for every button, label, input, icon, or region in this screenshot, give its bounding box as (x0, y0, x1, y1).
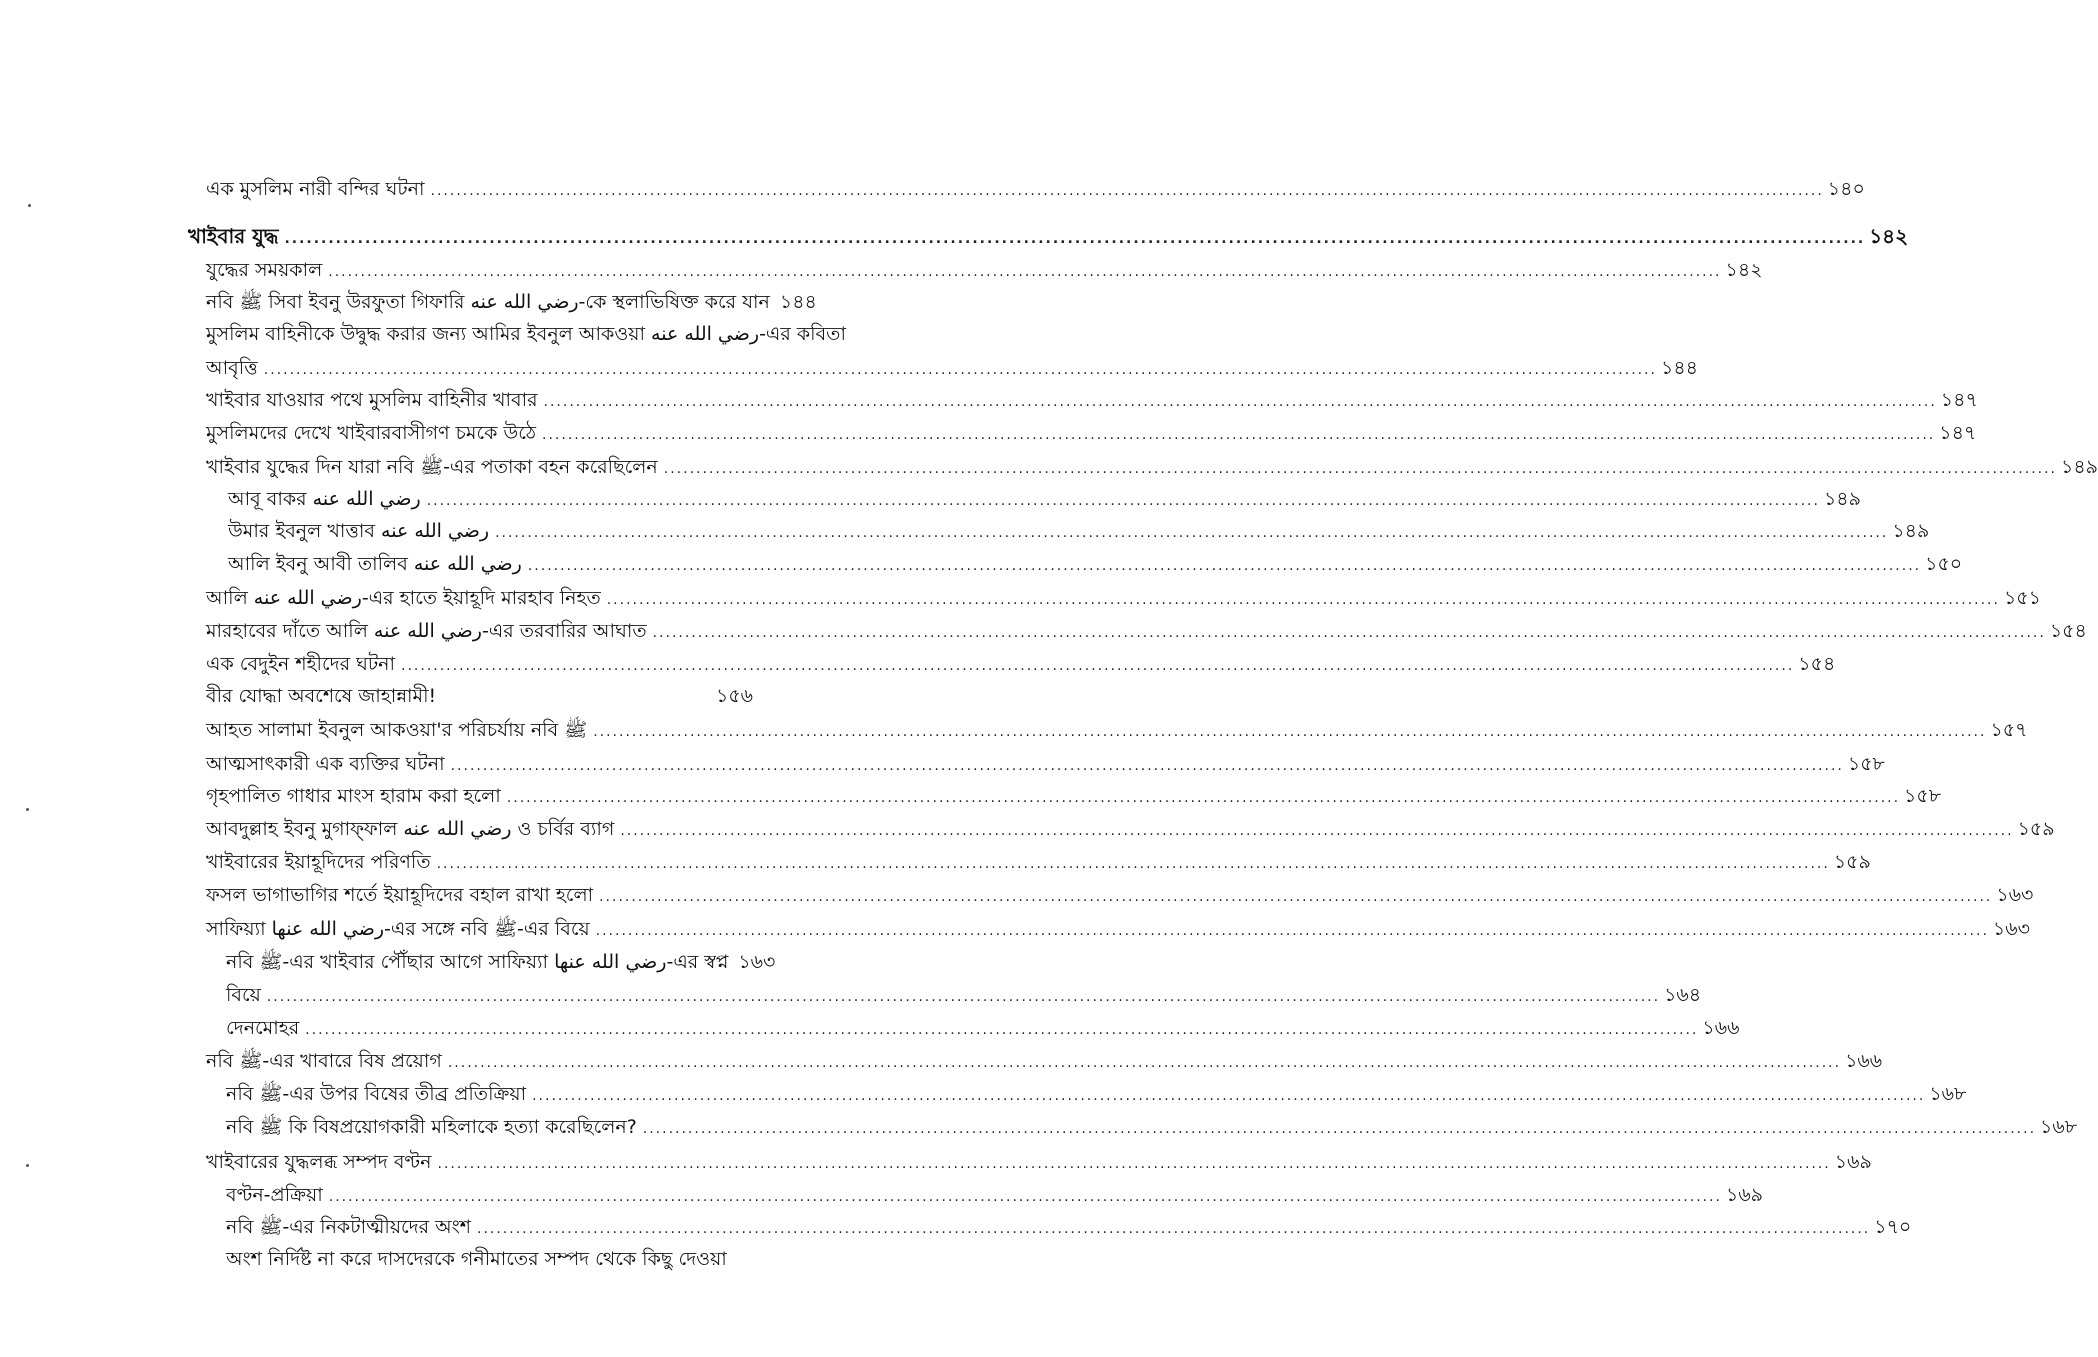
toc-subentry (226, 1246, 753, 1274)
entry-page: ১৫৮ (1847, 753, 1885, 775)
entry-title: সাফিয়্যা رضي الله عنها-এর সঙ্গে নবি ﷺ-এর বিয়ে (206, 918, 590, 940)
entry-title: নবি ﷺ-এর খাইবার পৌঁছার আগে সাফিয়্যা رضي الله عنها-এর স্বপ্ন (226, 951, 729, 973)
leader-dots (664, 456, 2057, 482)
leader-dots (437, 851, 1830, 877)
scan-speck (26, 808, 29, 811)
entry-title: আহত সালামা ইবনুল আকওয়া'র পরিচর্যায় নবি ﷺ (206, 719, 588, 741)
leader-dots (264, 357, 1657, 383)
toc-entry (206, 683, 753, 711)
entry-title: নবি ﷺ-এর উপর বিষের তীব্র প্রতিক্রিয়া (226, 1083, 527, 1105)
entry-page: ১৫৬ (715, 685, 753, 707)
entry-page: ১৪৭ (1939, 422, 1977, 444)
toc-subentry (226, 1081, 1967, 1109)
leader-dots (507, 785, 1900, 811)
toc-entry (206, 1048, 1883, 1076)
entry-page: ১৫৮ (1904, 785, 1942, 807)
entry-page: ১৪৯ (1892, 520, 1930, 542)
toc-entry (206, 585, 2041, 613)
leader-dots (329, 1184, 1722, 1210)
entry-page: ১৬৬ (1845, 1050, 1883, 1072)
section-title: খাইবার যুদ্ধ (188, 224, 279, 248)
leader-dots (593, 719, 1986, 745)
entry-title: মুসলিম বাহিনীকে উদ্বুদ্ধ করার জন্য আমির ইবনুল আকওয়া رضي الله عنه-এর কবিতা (206, 323, 846, 345)
toc-subentry (228, 518, 1930, 546)
entry-page: ১৫১ (2003, 587, 2041, 609)
toc-entry (206, 882, 2034, 910)
toc-entry (206, 257, 1763, 285)
entry-title: খাইবার যুদ্ধের দিন যারা নবি ﷺ-এর পতাকা বহন করেছিলেন (206, 456, 658, 478)
leader-dots (607, 587, 2000, 613)
entry-page: ১৬৩ (738, 951, 776, 973)
leader-dots (448, 1050, 1841, 1076)
entry-title: নবি ﷺ-এর খাবারে বিষ প্রয়োগ (206, 1050, 442, 1072)
toc-entry (206, 916, 2030, 944)
entry-page: ১৬৯ (1834, 1151, 1872, 1173)
entry-title: ফসল ভাগাভাগির শর্তে ইয়াহূদিদের বহাল রাখা হলো (206, 884, 594, 906)
entry-title: আলি رضي الله عنه-এর হাতে ইয়াহূদি মারহাব নিহত (206, 587, 601, 609)
entry-page: ১৬৮ (2040, 1116, 2078, 1138)
leader-dots (620, 818, 2013, 844)
entry-title: আলি ইবনু আবী তালিব رضي الله عنه (228, 553, 522, 575)
leader-dots (284, 226, 1865, 252)
entry-title: অংশ নির্দিষ্ট না করে দাসদেরকে গনীমাতের সম্পদ থেকে কিছু দেওয়া (226, 1248, 727, 1270)
toc-entry (206, 816, 2055, 844)
entry-title: খাইবার যাওয়ার পথে মুসলিম বাহিনীর খাবার (206, 389, 538, 411)
leader-dots (401, 653, 1794, 679)
entry-page: ১৬৬ (1702, 1017, 1740, 1039)
entry-page: ১৬৪ (1664, 984, 1702, 1006)
entry-page: ১৫৪ (2049, 620, 2087, 642)
toc-subentry (228, 551, 1963, 579)
leader-dots (431, 178, 1824, 204)
entry-page: ১৫০ (1925, 553, 1963, 575)
entry-page: ১৬৮ (1929, 1083, 1967, 1105)
entry-page: ১৪৯ (2061, 456, 2098, 478)
toc-subentry (226, 1182, 1764, 1210)
leader-dots (305, 1017, 1698, 1043)
entry-page: ১৫৪ (1798, 653, 1836, 675)
entry-title: খাইবারের ইয়াহূদিদের পরিণতি (206, 851, 431, 873)
leader-dots (528, 553, 1921, 579)
entry-page: ১৬৩ (1996, 884, 2034, 906)
entry-page: ১৬৩ (1992, 918, 2030, 940)
leader-dots (643, 1116, 2036, 1142)
leader-dots (427, 488, 1820, 514)
entry-page: ১৪৯ (1823, 488, 1861, 510)
entry-title: আত্মসাৎকারী এক ব্যক্তির ঘটনা (206, 753, 445, 775)
entry-title: খাইবারের যুদ্ধলব্ধ সম্পদ বণ্টন (206, 1151, 432, 1173)
leader-dots (495, 520, 1888, 546)
entry-title: বিয়ে (226, 984, 261, 1006)
entry-title: দেনমোহর (226, 1017, 300, 1039)
toc-entry (206, 454, 2098, 482)
toc-entry (206, 420, 1977, 448)
toc-entry (206, 1149, 1872, 1177)
entry-page: ১৪২ (1725, 259, 1763, 281)
entry-page: ১৪৪ (779, 291, 817, 313)
entry-title: আবূ বাকর رضي الله عنه (228, 488, 421, 510)
toc-subentry (226, 949, 776, 977)
entry-title: গৃহপালিত গাধার মাংস হারাম করা হলো (206, 785, 501, 807)
entry-title: আবৃত্তি (206, 357, 258, 379)
toc-subentry (226, 1114, 2078, 1142)
leader-dots (532, 1083, 1925, 1109)
entry-page: ১৪০ (1827, 178, 1865, 200)
toc-entry (206, 176, 1865, 204)
leader-dots (438, 1151, 1831, 1177)
entry-page: ১৪৪ (1661, 357, 1699, 379)
leader-dots (544, 389, 1937, 415)
section-page: ১৪২ (1869, 224, 1909, 248)
toc-entry (206, 321, 846, 349)
entry-title: নবি ﷺ কি বিষপ্রয়োগকারী মহিলাকে হত্যা করেছিলেন? (226, 1116, 637, 1138)
leader-dots (599, 884, 1992, 910)
entry-title: বণ্টন-প্রক্রিয়া (226, 1184, 323, 1206)
toc-subentry (226, 1214, 1912, 1242)
toc-entry (206, 289, 817, 317)
toc-entry (206, 783, 1942, 811)
toc-subentry (226, 1015, 1740, 1043)
leader-dots (542, 422, 1935, 448)
toc-entry (206, 355, 1699, 383)
scan-speck (28, 204, 31, 207)
entry-title: বীর যোদ্ধা অবশেষে জাহান্নামী! (206, 685, 437, 707)
scan-speck (26, 1164, 29, 1167)
leader-dots (596, 918, 1989, 944)
toc-entry (206, 849, 1871, 877)
toc-entry (206, 387, 1978, 415)
leader-dots (267, 984, 1660, 1010)
entry-page: ১৭০ (1874, 1216, 1912, 1238)
entry-page: ১৬৯ (1726, 1184, 1764, 1206)
toc-subentry (226, 982, 1702, 1010)
entry-title: মারহাবের দাঁতে আলি رضي الله عنه-এর তরবারির আঘাত (206, 620, 647, 642)
entry-title: মুসলিমদের দেখে খাইবারবাসীগণ চমকে উঠে (206, 422, 537, 444)
toc-entry (206, 651, 1836, 679)
entry-page: ১৫৭ (1990, 719, 2028, 741)
entry-title: এক মুসলিম নারী বন্দির ঘটনা (206, 178, 425, 200)
toc-section-heading (188, 223, 1909, 251)
leader-dots (451, 753, 1844, 779)
toc-entry (206, 717, 2028, 745)
entry-title: নবি ﷺ সিবা ইবনু উরফুতা গিফারি رضي الله عنه-কে স্থলাভিষিক্ত করে যান (206, 291, 770, 313)
leader-dots (477, 1216, 1870, 1242)
entry-title: যুদ্ধের সময়কাল (206, 259, 323, 281)
entry-title: আবদুল্লাহ ইবনু মুগাফ্ফাল رضي الله عنه ও চর্বির ব্যাগ (206, 818, 615, 840)
leader-dots (328, 259, 1721, 285)
leader-dots (653, 620, 2046, 646)
entry-page: ১৪৭ (1940, 389, 1978, 411)
entry-page: ১৫৯ (1833, 851, 1871, 873)
entry-title: এক বেদুইন শহীদের ঘটনা (206, 653, 396, 675)
entry-title: নবি ﷺ-এর নিকটাত্মীয়দের অংশ (226, 1216, 471, 1238)
entry-title: উমার ইবনুল খাত্তাব رضي الله عنه (228, 520, 490, 542)
toc-entry (206, 618, 2087, 646)
toc-entry (206, 751, 1885, 779)
toc-subentry (228, 486, 1861, 514)
entry-page: ১৫৯ (2017, 818, 2055, 840)
